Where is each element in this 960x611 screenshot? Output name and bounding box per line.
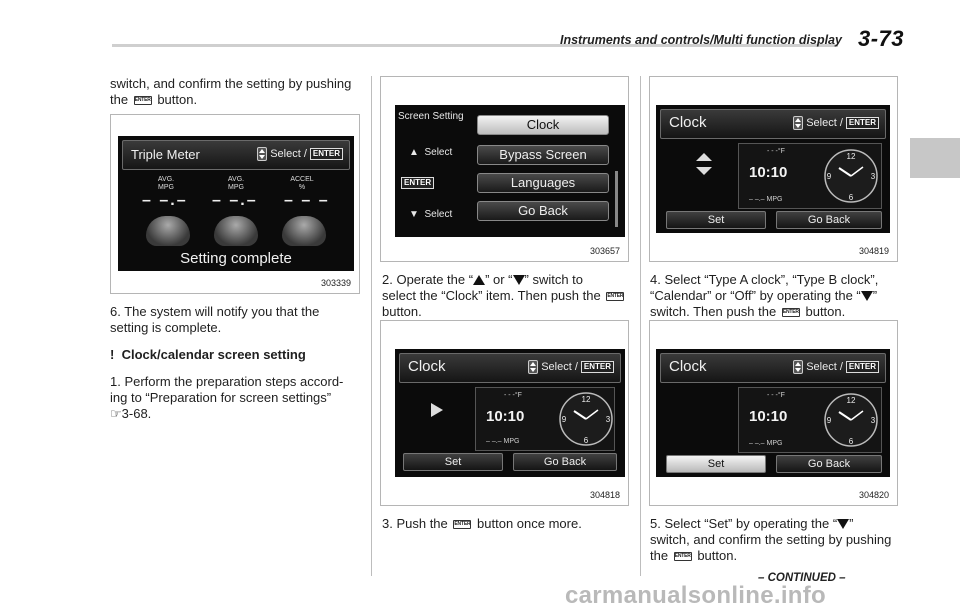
- enter-button-icon: ENTER: [454, 521, 471, 528]
- select-hint: Select / ENTER: [528, 360, 614, 374]
- menu-item-languages[interactable]: Languages: [477, 173, 609, 193]
- side-title: Screen Setting: [398, 111, 464, 122]
- screen-setting-screen: [395, 105, 625, 237]
- screen-title-bar: [122, 140, 350, 170]
- side-select-down: ▼ Select: [409, 209, 453, 220]
- analog-clock-icon: [558, 390, 614, 448]
- set-button[interactable]: Set: [666, 211, 766, 229]
- column-divider: [371, 76, 372, 576]
- step-1: 1. Perform the preparation steps accord- ing to “Preparation for screen settings” ☞3-68.: [110, 374, 344, 421]
- figure-clock-enter: [380, 320, 629, 506]
- accel-gauge-icon: [282, 216, 326, 246]
- car-gauge-icon: [146, 216, 190, 246]
- meter-label: AVG. MPG: [227, 176, 245, 191]
- page-number: 3-73: [858, 26, 905, 51]
- step-3: 3. Push the ENTER button once more.: [382, 516, 582, 531]
- enter-button-icon: ENTER: [134, 97, 151, 104]
- triple-meter-screen: [118, 136, 354, 271]
- meter-value: – –.–: [212, 192, 258, 209]
- clock-heading: ! Clock/calendar screen setting: [110, 347, 306, 362]
- analog-clock-icon: [823, 391, 879, 449]
- meter-label: AVG. MPG: [157, 176, 175, 191]
- updown-switch-icon: [528, 360, 538, 374]
- setting-complete-label: Setting complete: [180, 250, 292, 267]
- updown-switch-icon: [793, 360, 803, 374]
- temperature-readout: - - -°F: [767, 392, 785, 399]
- clock-preview-panel: [738, 143, 882, 209]
- go-back-button[interactable]: Go Back: [776, 211, 882, 229]
- down-switch-icon: [837, 519, 849, 529]
- continued-label: – CONTINUED –: [758, 572, 846, 584]
- screen-title-bar: [660, 109, 886, 139]
- down-switch-icon: [513, 275, 525, 285]
- figure-clock-set: [649, 320, 898, 506]
- svg-text:12: 12: [846, 396, 856, 405]
- screen-title: Clock: [669, 358, 707, 375]
- updown-arrows-icon: [696, 153, 712, 175]
- updown-switch-icon: [793, 116, 803, 130]
- clock-screen: [656, 349, 890, 477]
- chapter-tab: [910, 138, 960, 178]
- updown-switch-icon: [257, 147, 267, 161]
- watermark: carmanualsonline.info: [565, 582, 827, 609]
- figure-code: 304818: [589, 490, 620, 500]
- intro-line-2-pre: the: [110, 92, 129, 107]
- svg-text:3: 3: [605, 415, 611, 424]
- figure-clock-select: [649, 76, 898, 262]
- set-button[interactable]: Set: [403, 453, 503, 471]
- screen-title: Clock: [669, 114, 707, 131]
- figure-code: 303339: [320, 278, 351, 288]
- step-4: 4. Select “Type A clock”, “Type B clock”, “Calendar” or “Off” by operating the “ ” switch. Then push the ENTER button.: [650, 272, 879, 319]
- digital-time: 10:10: [749, 164, 788, 181]
- screen-title: Triple Meter: [131, 147, 200, 162]
- figure-code: 304820: [858, 490, 889, 500]
- clock-screen: [395, 349, 625, 477]
- go-back-button[interactable]: Go Back: [776, 455, 882, 473]
- menu-item-go-back[interactable]: Go Back: [477, 201, 609, 221]
- svg-text:6: 6: [848, 437, 854, 446]
- step-5: 5. Select “Set” by operating the “ ” switch, and confirm the setting by pushing the ENTER button.: [650, 516, 892, 563]
- screen-title-bar: [399, 353, 621, 383]
- down-switch-icon: [861, 291, 873, 301]
- figure-code: 304819: [858, 246, 889, 256]
- svg-text:6: 6: [583, 436, 589, 445]
- figure-screen-setting: [380, 76, 629, 262]
- intro-line-2-post: button.: [157, 92, 198, 107]
- mpg-readout: – –.– MPG: [749, 440, 783, 447]
- enter-tag: ENTER: [310, 148, 343, 160]
- select-hint: Select / ENTER: [793, 360, 879, 374]
- screen-title: Clock: [408, 358, 446, 375]
- go-back-button[interactable]: Go Back: [513, 453, 617, 471]
- figure-code: 303657: [589, 246, 620, 256]
- up-switch-icon: [473, 275, 485, 285]
- svg-text:9: 9: [826, 416, 832, 425]
- svg-text:3: 3: [870, 172, 876, 181]
- step-6: 6. The system will notify you that the setting is complete.: [110, 304, 320, 335]
- clock-preview-panel: [738, 387, 882, 453]
- svg-text:3: 3: [870, 416, 876, 425]
- select-hint: Select / ENTER: [793, 116, 879, 130]
- svg-text:9: 9: [826, 172, 832, 181]
- screen-title-bar: [660, 353, 886, 383]
- meter-label: ACCEL %: [290, 176, 314, 191]
- svg-text:6: 6: [848, 193, 854, 202]
- meter-value: – –.–: [142, 192, 188, 209]
- svg-text:12: 12: [846, 152, 856, 161]
- side-enter: ENTER: [401, 177, 434, 189]
- side-select-up: ▲ Select: [409, 147, 453, 158]
- select-hint: [257, 147, 343, 161]
- enter-button-icon: ENTER: [674, 553, 691, 560]
- analog-clock-icon: [823, 147, 879, 205]
- enter-button-icon: ENTER: [607, 293, 624, 300]
- temperature-readout: - - -°F: [504, 392, 522, 399]
- temperature-readout: - - -°F: [767, 148, 785, 155]
- meter-value: – – –: [284, 192, 330, 209]
- step-2: 2. Operate the “ ” or “ ” switch to select the “Clock” item. Then push the ENTER button.: [382, 272, 624, 319]
- mpg-readout: – –.– MPG: [486, 438, 520, 445]
- set-button[interactable]: Set: [666, 455, 766, 473]
- digital-time: 10:10: [486, 408, 525, 425]
- svg-text:9: 9: [561, 415, 567, 424]
- svg-text:12: 12: [581, 395, 591, 404]
- reference-arrow-icon: ☞: [110, 406, 122, 421]
- intro-text: [110, 76, 360, 108]
- clock-screen: [656, 105, 890, 233]
- column-divider: [640, 76, 641, 576]
- select-label: Select /: [270, 148, 307, 160]
- mpg-readout: – –.– MPG: [749, 196, 783, 203]
- menu-scrollbar[interactable]: [615, 171, 618, 227]
- menu-item-clock[interactable]: Clock: [477, 115, 609, 135]
- car-gauge-icon: [214, 216, 258, 246]
- intro-line-1: switch, and confirm the setting by pushing: [110, 76, 352, 91]
- figure-triple-meter: [110, 114, 360, 294]
- menu-item-bypass-screen[interactable]: Bypass Screen: [477, 145, 609, 165]
- clock-preview-panel: [475, 387, 615, 451]
- enter-button-icon: ENTER: [782, 309, 799, 316]
- selection-arrow-icon: [431, 403, 443, 417]
- section-title: Instruments and controls/Multi function display: [560, 33, 842, 47]
- digital-time: 10:10: [749, 408, 788, 425]
- bullet-icon: !: [110, 347, 115, 362]
